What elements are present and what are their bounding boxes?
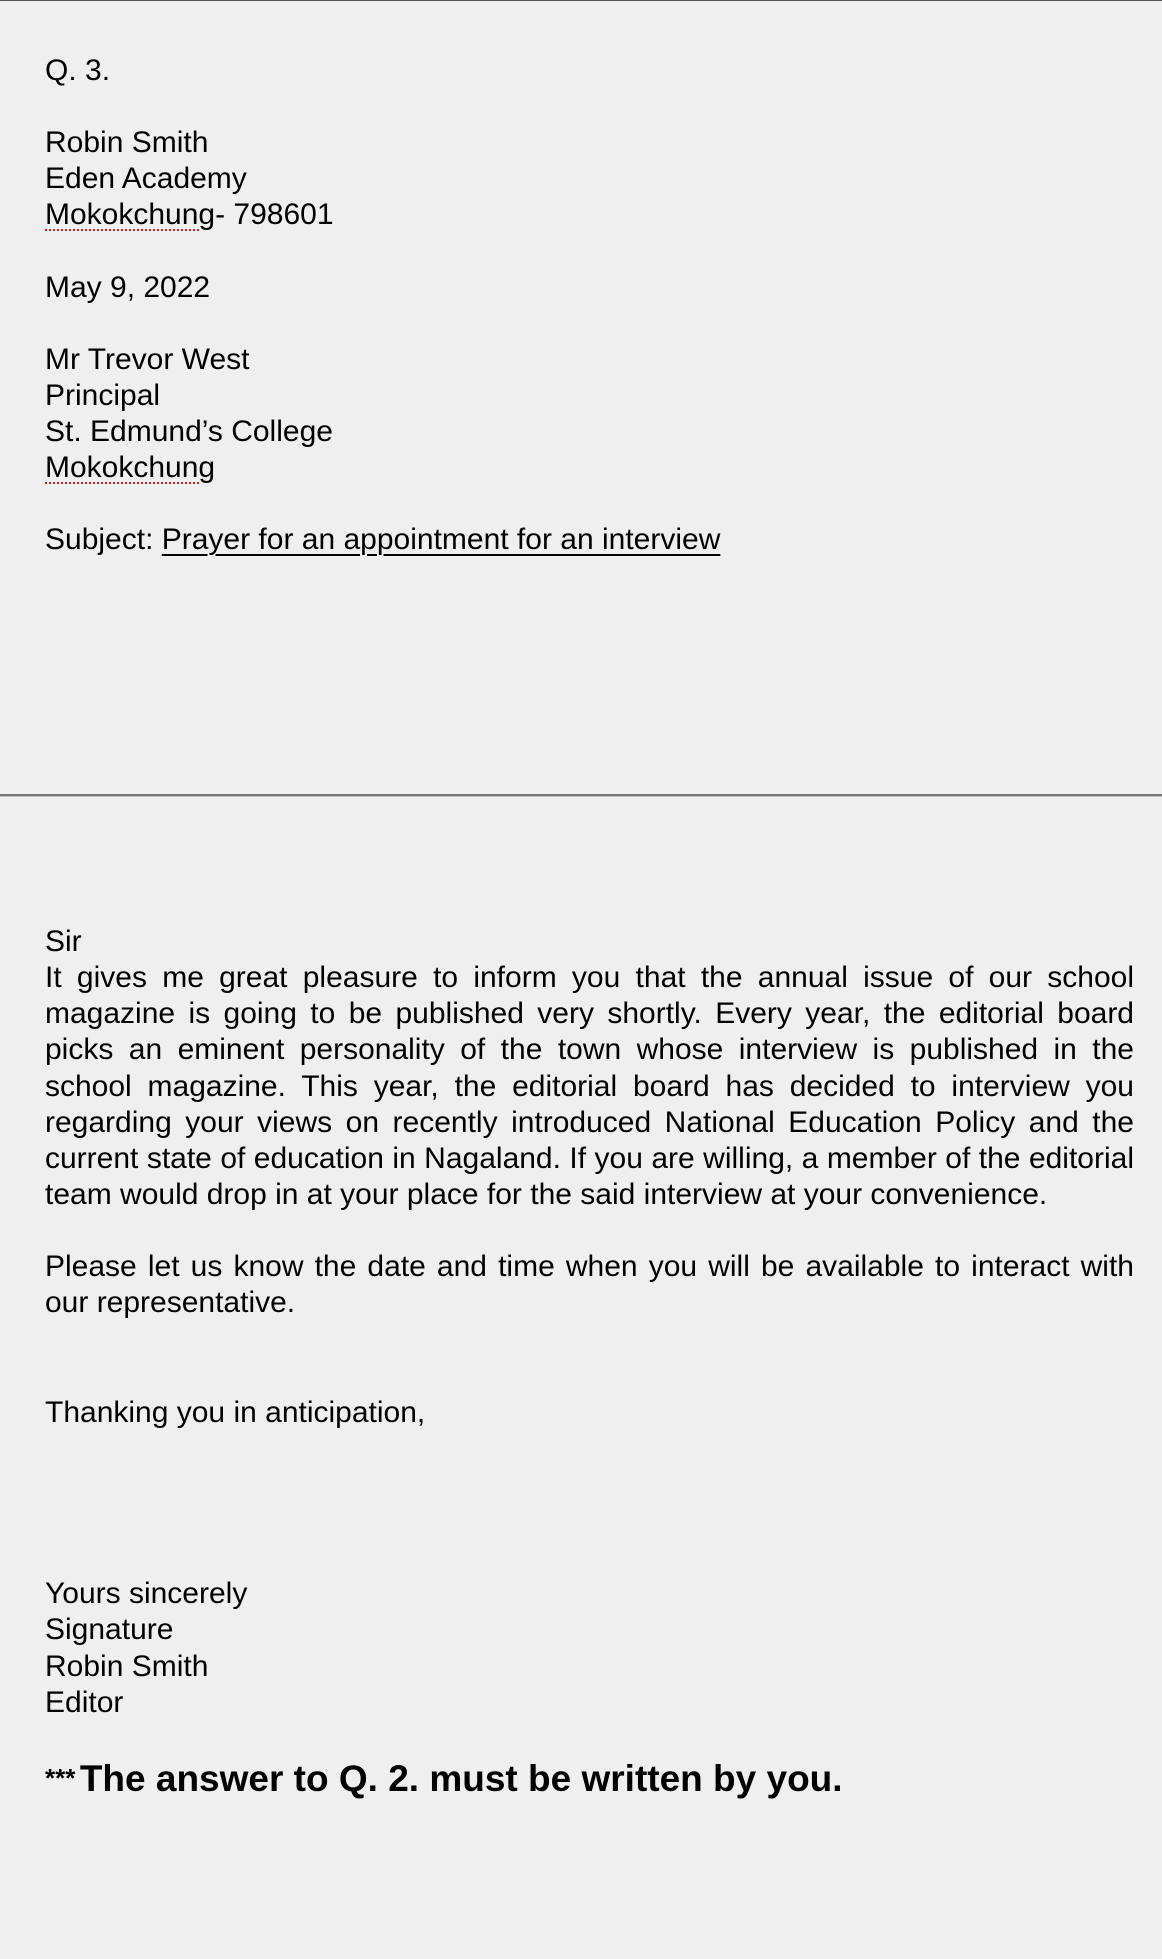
recipient-institution: St. Edmund’s College	[45, 415, 333, 448]
subject-text: Prayer for an appointment for an interview	[161, 523, 721, 556]
answer-note	[45, 1757, 843, 1801]
subject-line	[45, 522, 720, 558]
note-text: The answer to Q. 2. must be written by you.	[79, 1758, 843, 1799]
complimentary-close: Yours sincerely	[45, 1577, 248, 1610]
sender-address	[45, 197, 334, 233]
body-paragraph-1: It gives me great pleasure to inform you that the annual issue of our school magazine is going to be published very shortly. Every year, the editorial board picks an eminent personality of the town whose interview is published in the school magazine. This year, the editorial board has decided to interview you regarding your views on recently introduced National Education Policy and the current state of education in Nagaland. If you are willing, a member of the editorial team would drop in at your place for the said interview at your convenience.	[45, 961, 1134, 1212]
sender-pin: - 798601	[215, 198, 334, 231]
subject-label: Subject:	[45, 523, 162, 556]
sender-name: Robin Smith	[45, 126, 209, 159]
recipient-town	[45, 450, 215, 486]
thanks-line: Thanking you in anticipation,	[45, 1396, 426, 1429]
recipient-name: Mr Trevor West	[45, 343, 250, 376]
page-break-divider	[0, 794, 1162, 796]
recipient-designation: Principal	[45, 379, 161, 412]
signature-line: Signature	[45, 1613, 174, 1646]
salutation: Sir	[45, 925, 82, 958]
closing-designation: Editor	[45, 1686, 124, 1719]
question-label: Q. 3.	[45, 54, 111, 87]
note-stars: ***	[45, 1763, 76, 1793]
letter-date: May 9, 2022	[45, 271, 211, 304]
page-1	[0, 1, 1162, 796]
body-paragraph-2: Please let us know the date and time when you will be available to interact with our representative.	[45, 1250, 1134, 1320]
recipient-town-text: Mokokchung	[45, 451, 216, 484]
sender-town: Mokokchung	[45, 198, 216, 231]
closing-name: Robin Smith	[45, 1650, 209, 1683]
sender-school: Eden Academy	[45, 162, 247, 195]
